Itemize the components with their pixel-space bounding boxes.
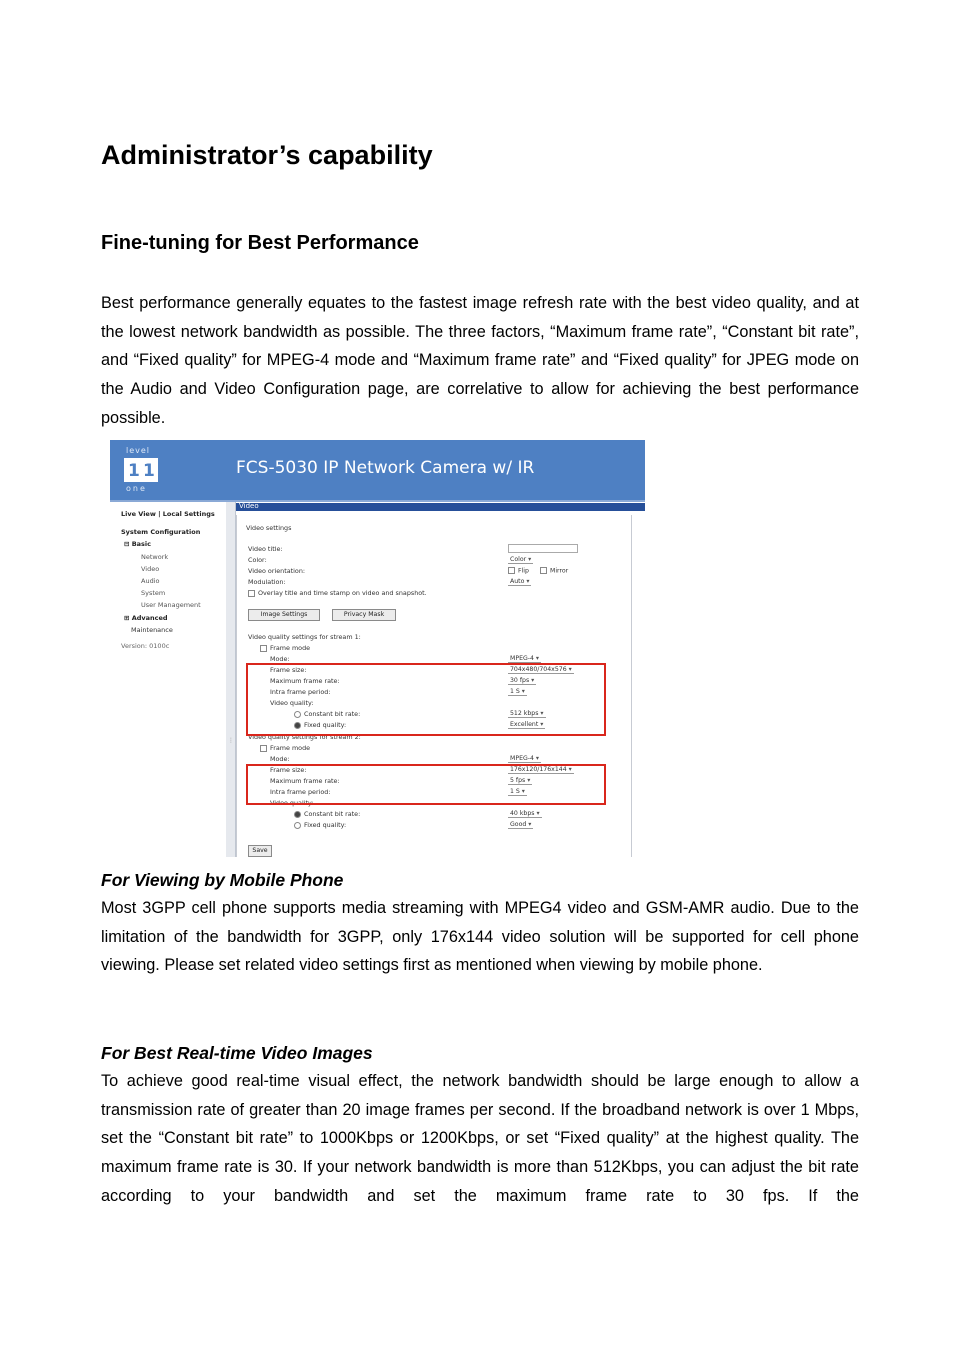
stream1-quality-label: Video quality: <box>270 699 314 707</box>
grip-icon: ⋮ <box>228 737 234 744</box>
mobile-section-title: For Viewing by Mobile Phone <box>101 870 344 890</box>
nav-system[interactable]: System <box>141 589 166 598</box>
stream2-intra-label: Intra frame period: <box>270 788 331 796</box>
section-heading: Fine-tuning for Best Performance <box>101 232 419 254</box>
stream1-cbr-radio[interactable]: Constant bit rate: <box>294 710 360 718</box>
realtime-section-title: For Best Real-time Video Images <box>101 1043 373 1063</box>
nav-network[interactable]: Network <box>141 552 169 561</box>
nav-user-management[interactable]: User Management <box>141 601 201 610</box>
video-settings-panel <box>236 503 645 857</box>
stream1-cbr-select[interactable]: 512 kbps ▾ <box>508 710 546 718</box>
stream1-title: Video quality settings for stream 1: <box>248 633 361 641</box>
stream2-frame-size-select[interactable]: 176x120/176x144 ▾ <box>508 766 574 774</box>
stream1-fixed-radio[interactable]: Fixed quality: <box>294 721 346 729</box>
camera-config-screenshot <box>110 440 645 857</box>
stream2-title: Video quality settings for stream 2: <box>248 733 361 741</box>
nav-advanced[interactable]: ⊞ Advanced <box>124 613 168 622</box>
header-divider <box>110 500 645 502</box>
section-title: Video settings <box>246 524 292 532</box>
stream1-highlight-box <box>246 663 606 736</box>
nav-video[interactable]: Video <box>141 564 160 573</box>
stream2-mode-label: Mode: <box>270 755 290 763</box>
flip-checkbox[interactable]: Flip <box>508 567 529 575</box>
nav-basic[interactable]: ⊟ Basic <box>124 540 152 549</box>
stream1-mode-label: Mode: <box>270 655 290 663</box>
stream2-frame-size-label: Frame size: <box>270 766 307 774</box>
nav-audio[interactable]: Audio <box>141 576 160 585</box>
nav-maintenance[interactable]: Maintenance <box>131 625 173 634</box>
camera-sidebar <box>121 510 227 654</box>
mobile-section-paragraph: Most 3GPP cell phone supports media streaming with MPEG4 video and GSM-AMR audio. Due to the limitation of the bandwidth for 3GPP, only 176x144 video solution will be supported for cell phone viewing. Please set related video settings first as mentioned when viewing by mobile phone. <box>101 899 859 975</box>
stream1-intra-label: Intra frame period: <box>270 688 331 696</box>
mirror-checkbox[interactable]: Mirror <box>540 567 568 575</box>
stream1-frame-mode[interactable]: Frame mode <box>260 644 310 652</box>
version-label: Version: 0100c <box>121 641 170 650</box>
stream1-max-fps-select[interactable]: 30 fps ▾ <box>508 677 536 685</box>
stream1-mode-select[interactable]: MPEG-4 ▾ <box>508 655 541 663</box>
stream2-max-fps-label: Maximum frame rate: <box>270 777 340 785</box>
video-title-input[interactable] <box>508 544 578 553</box>
realtime-section-paragraph: To achieve good real-time visual effect, the network bandwidth should be large enough to allow a transmission rate of greater than 20 image frames per second. If the broadband network is over 1 Mbps, set the “Constant bit rate” to 1000Kbps or 1200Kbps, or set “Fixed quality” at the highest quality. The maximum frame rate is 30. If your network bandwidth is more than 512Kbps, you can adjust the bit rate according to your bandwidth and set the maximum frame rate to 30 fps. If the <box>101 1072 859 1205</box>
video-title-label: Video title: <box>248 545 283 553</box>
nav-system-config[interactable]: System Configuration <box>121 528 201 537</box>
plus-icon: ⊞ <box>124 613 130 622</box>
stream2-cbr-radio[interactable]: Constant bit rate: <box>294 810 360 818</box>
page-heading: Administrator’s capability <box>101 140 433 170</box>
stream2-intra-select[interactable]: 1 S ▾ <box>508 788 527 796</box>
stream1-frame-size-label: Frame size: <box>270 666 307 674</box>
modulation-label: Modulation: <box>248 578 286 586</box>
color-label: Color: <box>248 556 267 564</box>
stream1-fixed-select[interactable]: Excellent ▾ <box>508 721 545 729</box>
overlay-checkbox[interactable]: Overlay title and time stamp on video and snapshot. <box>248 589 427 597</box>
page-title-bar: Video <box>236 503 645 511</box>
save-button[interactable]: Save <box>248 845 272 857</box>
frame-splitter[interactable] <box>226 502 236 857</box>
stream2-quality-label: Video quality: <box>270 799 314 807</box>
stream1-intra-select[interactable]: 1 S ▾ <box>508 688 527 696</box>
stream1-frame-size-select[interactable]: 704x480/704x576 ▾ <box>508 666 574 674</box>
stream2-mode-select[interactable]: MPEG-4 ▾ <box>508 755 541 763</box>
intro-paragraph: Best performance generally equates to the fastest image refresh rate with the best video quality, and at the lowest network bandwidth as possible. The three factors, “Maximum frame rate”, “Constant bit rate”, and “Fixed quality” for MPEG-4 mode and “Maximum frame rate” and “Fixed quality” for JPEG mode on the Audio and Video Configuration page, are correlative to allow for achieving the best performance possible. <box>101 294 859 427</box>
modulation-select[interactable]: Auto ▾ <box>508 578 531 586</box>
camera-header <box>110 440 645 500</box>
minus-icon: ⊟ <box>124 540 130 549</box>
color-select[interactable]: Color ▾ <box>508 556 533 564</box>
nav-live-view[interactable]: Live View | Local Settings <box>121 510 215 518</box>
stream2-highlight-box <box>246 764 606 805</box>
stream2-fixed-select[interactable]: Good ▾ <box>508 821 533 829</box>
privacy-mask-button[interactable]: Privacy Mask <box>332 609 396 621</box>
image-settings-button[interactable]: Image Settings <box>248 609 320 621</box>
stream2-max-fps-select[interactable]: 5 fps ▾ <box>508 777 532 785</box>
stream1-max-fps-label: Maximum frame rate: <box>270 677 340 685</box>
levelone-logo: level 1 1 one <box>120 446 164 494</box>
stream2-fixed-radio[interactable]: Fixed quality: <box>294 821 346 829</box>
camera-title: FCS-5030 IP Network Camera w/ IR <box>236 458 535 478</box>
stream2-frame-mode[interactable]: Frame mode <box>260 744 310 752</box>
orientation-label: Video orientation: <box>248 567 306 575</box>
stream2-cbr-select[interactable]: 40 kbps ▾ <box>508 810 542 818</box>
